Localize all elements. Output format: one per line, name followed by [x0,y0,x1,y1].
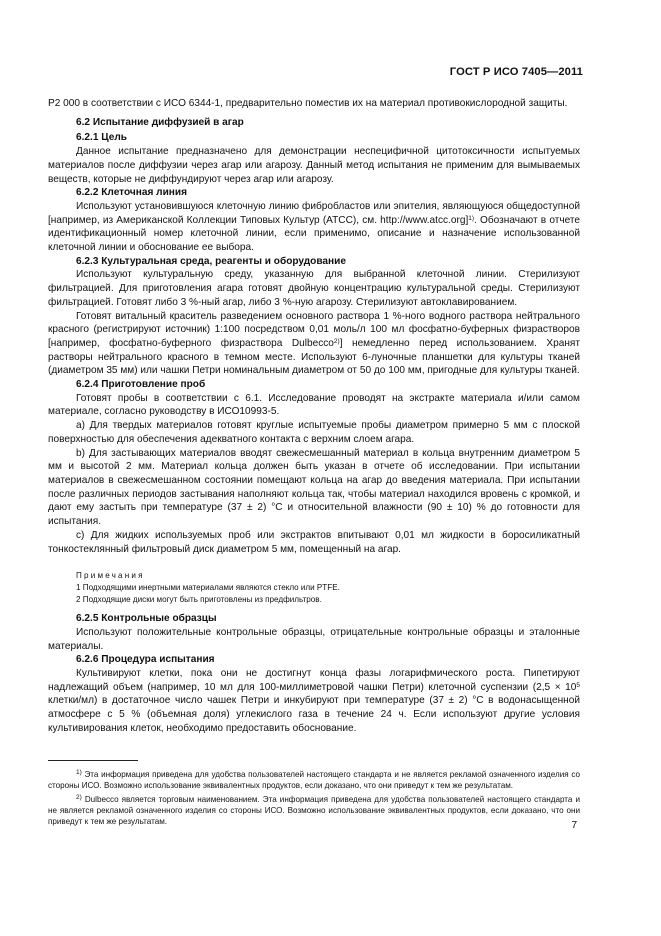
subsection-heading-6-2-2: 6.2.2 Клеточная линия [76,187,187,199]
cell-line-text-a: Используют установившуюся клеточную линию фибробластов или эпителия, являющуюся общедоступной [например, из Американской Коллекции Типовых Культур (АТСС), см. http://www.atcc.org] [48,200,580,226]
paragraph-purpose: Данное испытание предназначено для демонстрации неспецифичной цитотоксичности испытуемых материалов после диффузии через агар или агарозу. Данный метод испытания не применим для вымываемых веществ, которые не диффундируют через агар или агарозу. [48,146,580,185]
note-item-2: 2 Подходящие диски могут быть приготовлены из предфильтров. [76,595,322,605]
footnote-1 [48,769,580,792]
subsection-heading-6-2-5: 6.2.5 Контрольные образцы [76,613,217,625]
section-heading-6-2: 6.2 Испытание диффузией в агар [76,116,244,128]
paragraph-sample-prep: Готовят пробы в соответствии с 6.1. Исследование проводят на экстракте материала и/или самом материале, согласно руководству в ИСО10993-5. [48,392,580,418]
footnote-2-text: Dulbecco является торговым наименованием. Эта информация приведена для удобства пользователей настоящего стандарта и не является рекламой означенного изделия со стороны ИСО. Возможно использование эквивалентных продуктов, если доказано, что они приведут к тем же результатам. [48,794,580,827]
list-item-b: b) Для застывающих материалов вводят свежесмешанный материал в кольца внутренним диаметром 5 мм и высотой 2 мм. Материал кольца должен быть указан в отчете об исследовании. При испытании материалов в свежесмешанном состоянии помещают кольца на агар до введения материала. При испытании после различных периодов застывания наполняют кольца так, чтобы материал находился вровень с кромкой, и дают ему застыть при температуре (37 ± 2) °С и относительной влажности (90 ± 10) % до готовности для испытания. [48,447,580,528]
footnote-1-text: Эта информация приведена для удобства пользователей настоящего стандарта и не является рекламой означенного изделия со стороны ИСО. Возможно использование эквивалентных продуктов, если доказано, что они приведут к тем же результатам. [48,770,580,791]
list-item-a: a) Для твердых материалов готовят круглые испытуемые пробы диаметром примерно 5 мм с плоской поверхностью для обеспечения адекватного контакта с верхним слоем агара. [48,420,580,445]
subsection-heading-6-2-4: 6.2.4 Приготовление проб [76,379,206,391]
footnote-2-mark: 2) [76,793,82,801]
document-code-header: ГОСТ Р ИСО 7405—2011 [449,66,583,78]
paragraph-culture-medium: Используют культуральную среду, указанную для выбранной клеточной линии. Стерилизуют фильтрацией. Для приготовления агара готовят двойную концентрацию культуральной среды. Стерилизуют фильтрацией. Готовят либо 3 %-ный агар, либо 3 %-ную агарозу. Стерилизуют автоклавированием. [48,269,580,308]
list-item-c: c) Для жидких используемых проб или экстрактов впитывают 0,01 мл жидкости в боросиликатный тонкостеклянный фильтровый диск диаметром 5 мм, помещенный на агар. [48,529,580,555]
notes-block [48,570,580,606]
subsection-heading-6-2-1: 6.2.1 Цель [76,132,127,144]
notes-title: Примечания [76,571,145,581]
footnote-2 [48,794,580,828]
paragraph-cell-line [48,200,580,255]
document-body [48,97,580,736]
subsection-heading-6-2-3: 6.2.3 Культуральная среда, реагенты и оборудование [76,255,346,267]
vital-stain-text-a: Готовят витальный краситель разведением основного раствора 1 %-ного водного раствора нейтрального красного (регистрируют источник) 1:100 посредством 0,01 моль/л 100 мл фосфатно-буферных физрастворов [например, фосфатно-буферного физраствора Dulbecco [48,310,580,349]
exponent-5: 5 [576,681,580,689]
procedure-text-b: клетки/мл) в достаточное число чашек Петри и инкубируют при температуре (37 ± 2) °С в водонасыщенной атмосфере с 5 % (объемная доля) углекислого газа в течение 24 ч. Если используют другие условия культивирования клеток, необходимо предоставить обоснование. [48,695,580,734]
footnote-ref-2: 2) [333,337,340,345]
cell-line-text-b: . Обозначают в отчете идентификационный номер клеточной линии, если применимо, описание и назначение использованной клеточной линии и обоснование ее выбора. [48,214,581,254]
paragraph-vital-stain [48,310,580,379]
page-number: 7 [571,820,577,831]
paragraph-controls: Используют положительные контрольные образцы, отрицательные контрольные образцы и эталонные материалы. [48,626,580,652]
footnote-separator [48,760,138,761]
vital-stain-text-b: ] немедленно перед использованием. Хранят растворы нейтрального красного в темном месте. Используют 6-луночные планшетки для культуры тканей (диаметром 35 мм) или чашки Петри номинальным диаметром от 50 до 100 мм, пригодные для культуры тканей. [48,337,580,377]
paragraph-test-procedure [48,667,580,736]
procedure-text-a: Культивируют клетки, пока они не достигнут конца фазы логарифмического роста. Пипетируют надлежащий объем (например, 10 мл для 100-миллиметровой чашки Петри) клеточной суспензии (2,5 × 10 [48,668,580,693]
footnote-ref-1: 1) [468,214,475,222]
continued-paragraph: P2 000 в соответствии с ИСО 6344-1, предварительно поместив их на материал противокислородной защиты. [48,98,568,109]
footnotes [48,769,580,827]
subsection-heading-6-2-6: 6.2.6 Процедура испытания [76,654,215,666]
note-item-1: 1 Подходящими инертными материалами являются стекло или PTFE. [76,583,340,593]
footnote-1-mark: 1) [76,769,82,776]
